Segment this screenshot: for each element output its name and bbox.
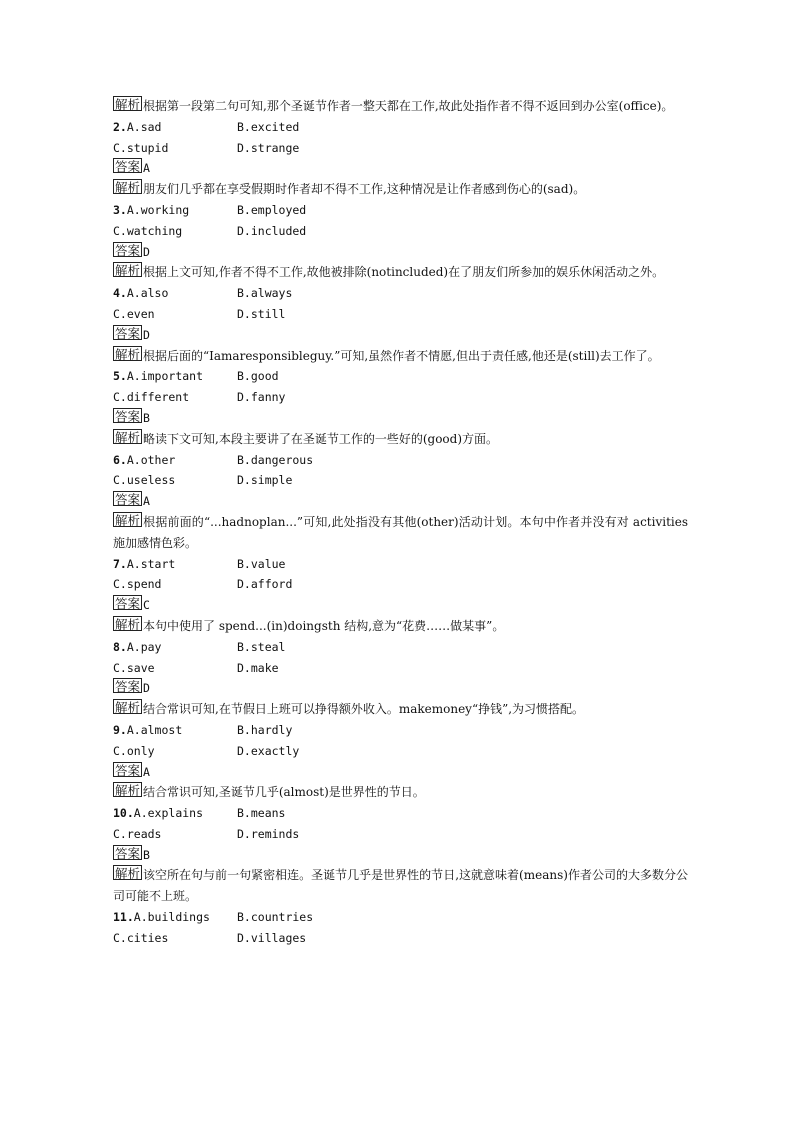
analysis-label: 解析: [115, 429, 141, 445]
answer-value: C: [143, 598, 150, 613]
option-row: [113, 470, 688, 491]
analysis-text: 该空所在句与前一句紧密相连。圣诞节几乎是世界性的节日,这就意味着(means)作者公司的大多数分公司可能不上班。: [113, 868, 688, 904]
option-a-text: A.explains: [133, 806, 204, 821]
option-c: C.useless: [113, 473, 176, 488]
analysis-text: 根据前面的“...hadnoplan...”可知,此处指没有其他(other)活动计划。本句中作者并没有对 activities 施加感情色彩。: [113, 514, 688, 550]
question-number: 5.: [113, 369, 127, 384]
answer-label: 答案: [115, 679, 141, 695]
option-row: [113, 221, 688, 242]
option-b: B.excited: [237, 119, 300, 134]
answer-row: [113, 762, 688, 783]
option-row: [113, 720, 688, 741]
answer-row: [113, 158, 688, 179]
answer-label: 答案: [115, 762, 141, 778]
analysis-text: 根据上文可知,作者不得不工作,故他被排除(notincluded)在了朋友们所参加的娱乐休闲活动之外。: [143, 265, 665, 280]
option-d: D.fanny: [237, 390, 286, 405]
option-row: [113, 200, 688, 221]
question-number: 4.: [113, 286, 127, 301]
option-row: [113, 637, 688, 658]
option-a: [113, 450, 237, 471]
option-c: C.watching: [113, 223, 183, 238]
option-a: [113, 117, 237, 138]
option-a: [113, 637, 237, 658]
option-row: [113, 803, 688, 824]
option-a: [113, 907, 237, 928]
answer-value: B: [143, 410, 150, 425]
analysis-paragraph: [113, 96, 688, 117]
option-d: D.strange: [237, 140, 300, 155]
answer-row: [113, 678, 688, 699]
analysis-text: 结合常识可知,圣诞节几乎(almost)是世界性的节日。: [143, 785, 425, 800]
option-b: B.good: [237, 369, 279, 384]
answer-label: 答案: [115, 596, 141, 612]
option-row: [113, 387, 688, 408]
option-c: C.save: [113, 660, 155, 675]
option-row: [113, 928, 688, 949]
option-row: [113, 554, 688, 575]
option-a: [113, 803, 237, 824]
answer-value: B: [143, 847, 150, 862]
option-d: D.make: [237, 660, 279, 675]
option-row: [113, 117, 688, 138]
option-b: B.countries: [237, 910, 314, 925]
option-d: D.villages: [237, 930, 307, 945]
option-d: D.still: [237, 306, 286, 321]
answer-row: [113, 408, 688, 429]
analysis-text: 本句中使用了 spend...(in)doingsth 结构,意为“花费……做某事”。: [143, 618, 505, 633]
analysis-label: 解析: [115, 512, 141, 528]
option-d: D.exactly: [237, 743, 300, 758]
option-b: B.always: [237, 286, 293, 301]
option-b: B.means: [237, 806, 286, 821]
analysis-text: 根据后面的“Iamaresponsibleguy.”可知,虽然作者不情愿,但出于责任感,他还是(still)去工作了。: [143, 348, 660, 363]
answer-label: 答案: [115, 492, 141, 508]
option-a-text: A.pay: [126, 639, 162, 654]
question-number: 2.: [113, 119, 127, 134]
answer-label: 答案: [115, 845, 141, 861]
analysis-text: 根据第一段第二句可知,那个圣诞节作者一整天都在工作,故此处指作者不得不返回到办公室(office)。: [143, 99, 674, 113]
analysis-label: 解析: [115, 180, 141, 196]
option-d: D.included: [237, 223, 307, 238]
option-c: C.spend: [113, 577, 162, 592]
analysis-paragraph: [113, 782, 688, 803]
analysis-paragraph: [113, 346, 688, 367]
option-d: D.simple: [237, 473, 293, 488]
option-c: C.stupid: [113, 140, 169, 155]
analysis-paragraph: [113, 616, 688, 637]
question-number: 3.: [113, 202, 127, 217]
answer-value: A: [143, 494, 150, 509]
option-row: [113, 658, 688, 679]
option-row: [113, 283, 688, 304]
analysis-text: 略读下文可知,本段主要讲了在圣诞节工作的一些好的(good)方面。: [143, 431, 499, 446]
question-number: 6.: [113, 452, 127, 467]
question-number: 11.: [113, 910, 134, 925]
question-number: 8.: [113, 639, 127, 654]
option-b: B.employed: [237, 202, 307, 217]
question-number: 7.: [113, 556, 127, 571]
question-number: 10.: [113, 806, 134, 821]
option-a: [113, 720, 237, 741]
option-a-text: A.start: [126, 556, 176, 571]
analysis-label: 解析: [115, 783, 141, 799]
answer-row: [113, 595, 688, 616]
option-a-text: A.working: [126, 202, 190, 217]
option-row: [113, 824, 688, 845]
option-a: [113, 200, 237, 221]
analysis-paragraph: [113, 179, 688, 200]
analysis-paragraph: [113, 865, 688, 907]
answer-value: D: [143, 327, 150, 342]
option-row: [113, 907, 688, 928]
option-c: C.only: [113, 743, 155, 758]
answer-label: 答案: [115, 408, 141, 424]
option-row: [113, 741, 688, 762]
option-a: [113, 554, 237, 575]
answer-label: 答案: [115, 159, 141, 175]
option-d: D.afford: [237, 577, 293, 592]
answer-value: A: [143, 764, 150, 779]
option-a-text: A.buildings: [133, 910, 210, 925]
option-c: C.different: [113, 390, 190, 405]
option-row: [113, 304, 688, 325]
analysis-paragraph: [113, 262, 688, 283]
option-a-text: A.also: [126, 286, 169, 301]
option-row: [113, 574, 688, 595]
page-content: [113, 96, 688, 949]
option-a-text: A.important: [126, 369, 204, 384]
analysis-label: 解析: [115, 616, 141, 632]
option-row: [113, 138, 688, 159]
answer-value: A: [143, 161, 150, 176]
answer-value: D: [143, 244, 150, 259]
analysis-paragraph: [113, 699, 688, 720]
option-d: D.reminds: [237, 826, 300, 841]
analysis-label: 解析: [115, 866, 141, 882]
option-row: [113, 366, 688, 387]
option-b: B.steal: [237, 639, 286, 654]
analysis-label: 解析: [115, 97, 141, 112]
option-a-text: A.sad: [126, 119, 162, 134]
option-b: B.value: [237, 556, 286, 571]
analysis-label: 解析: [115, 263, 141, 279]
option-a-text: A.other: [126, 452, 176, 467]
answer-label: 答案: [115, 242, 141, 258]
analysis-paragraph: [113, 512, 688, 554]
answer-row: [113, 491, 688, 512]
option-b: B.hardly: [237, 722, 293, 737]
answer-row: [113, 845, 688, 866]
option-b: B.dangerous: [237, 452, 314, 467]
option-c: C.even: [113, 306, 155, 321]
answer-value: D: [143, 681, 150, 696]
analysis-label: 解析: [115, 700, 141, 716]
option-c: C.reads: [113, 826, 162, 841]
analysis-text: 结合常识可知,在节假日上班可以挣得额外收入。makemoney“挣钱”,为习惯搭配。: [143, 702, 585, 717]
analysis-text: 朋友们几乎都在享受假期时作者却不得不工作,这种情况是让作者感到伤心的(sad)。: [143, 182, 586, 197]
option-row: [113, 450, 688, 471]
analysis-label: 解析: [115, 346, 141, 362]
answer-label: 答案: [115, 325, 141, 341]
option-a-text: A.almost: [126, 722, 183, 737]
option-a: [113, 283, 237, 304]
option-a: [113, 366, 237, 387]
answer-row: [113, 242, 688, 263]
answer-row: [113, 325, 688, 346]
option-c: C.cities: [113, 930, 169, 945]
analysis-paragraph: [113, 429, 688, 450]
question-number: 9.: [113, 722, 127, 737]
